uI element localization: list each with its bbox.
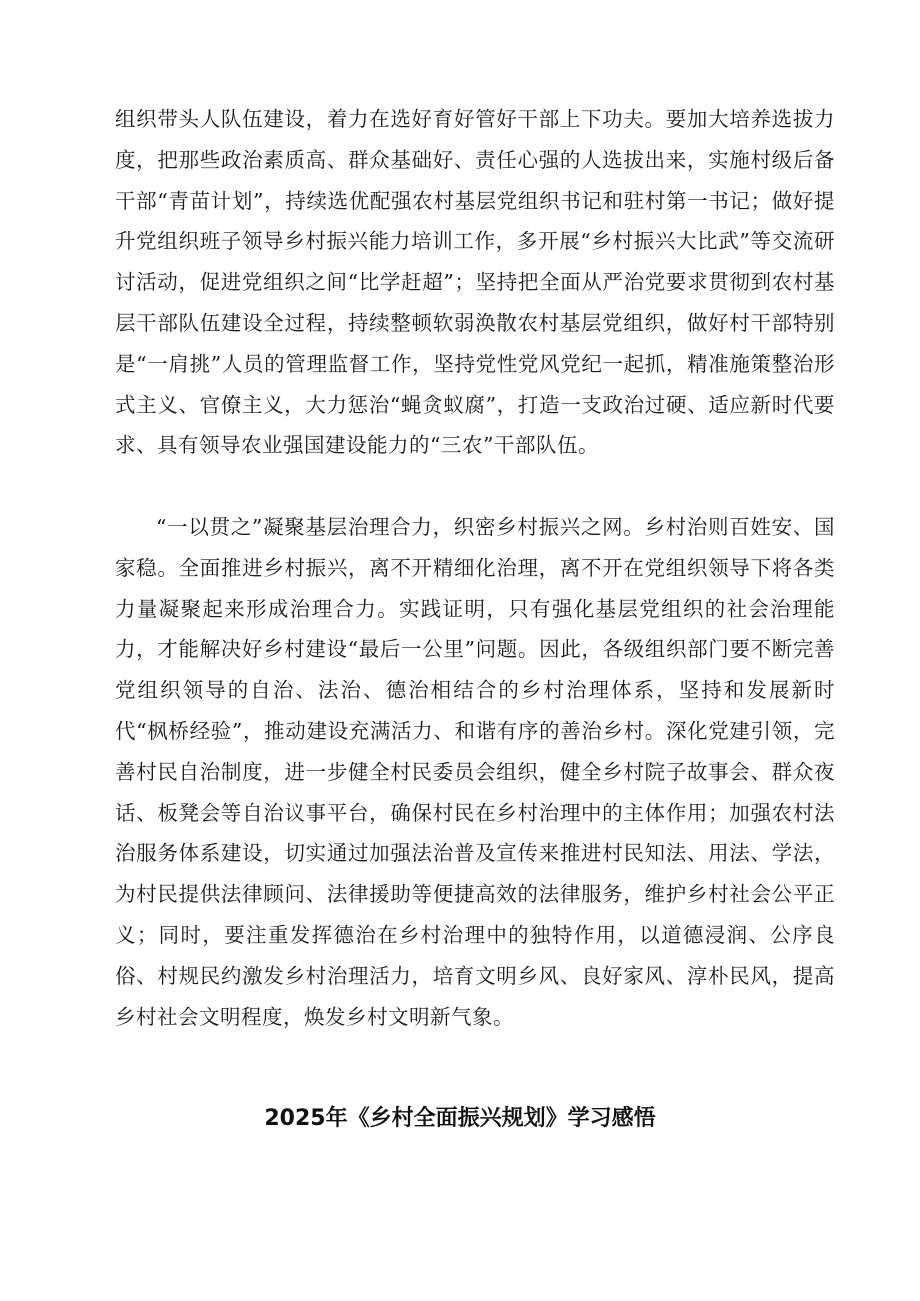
body-paragraph-2: “一以贯之”凝聚基层治理合力，织密乡村振兴之网。乡村治则百姓安、国家稳。全面推进乡村振兴，离不开精细化治理，离不开在党组织领导下将各类力量凝聚起来形成治理合力。实践证明，只有强化基层党组织的社会治理能力，才能解决好乡村建设“最后一公里”问题。因此，各级组织部门要不断完善党组织领导的自治、法治、德治相结合的乡村治理体系，坚持和发展新时代“枫桥经验”，推动建设充满活力、和谐有序的善治乡村。深化党建引领，完善村民自治制度，进一步健全村民委员会组织，健全乡村院子故事会、群众夜话、板凳会等自治议事平台，确保村民在乡村治理中的主体作用；加强农村法治服务体系建设，切实通过加强法治普及宣传来推进村民知法、用法、学法，为村民提供法律顾问、法律援助等便捷高效的法律服务，维护乡村社会公平正义；同时，要注重发挥德治在乡村治理中的独特作用，以道德浸润、公序良俗、村规民约激发乡村治理活力，培育文明乡风、良好家风、淳朴民风，提高乡村社会文明程度，焕发乡村文明新气象。 xyxy=(115,515,835,1029)
next-article-title: 2025年《乡村全面振兴规划》学习感悟 xyxy=(264,1106,656,1131)
body-paragraph-1: 组织带头人队伍建设，着力在选好育好管好干部上下功夫。要加大培养选拔力度，把那些政治素质高、群众基础好、责任心强的人选拔出来，实施村级后备干部“青苗计划”，持续选优配强农村基层党组织书记和驻村第一书记；做好提升党组织班子领导乡村振兴能力培训工作，多开展“乡村振兴大比武”等交流研讨活动，促进党组织之间“比学赶超”；坚持把全面从严治党要求贯彻到农村基层干部队伍建设全过程，持续整顿软弱涣散农村基层党组织，做好村干部特别是“一肩挑”人员的管理监督工作，坚持党性党风党纪一起抓，精准施策整治形式主义、官僚主义，大力惩治“蝇贪蚁腐”，打造一支政治过硬、适应新时代要求、具有领导农业强国建设能力的“三农”干部队伍。 xyxy=(115,107,835,458)
